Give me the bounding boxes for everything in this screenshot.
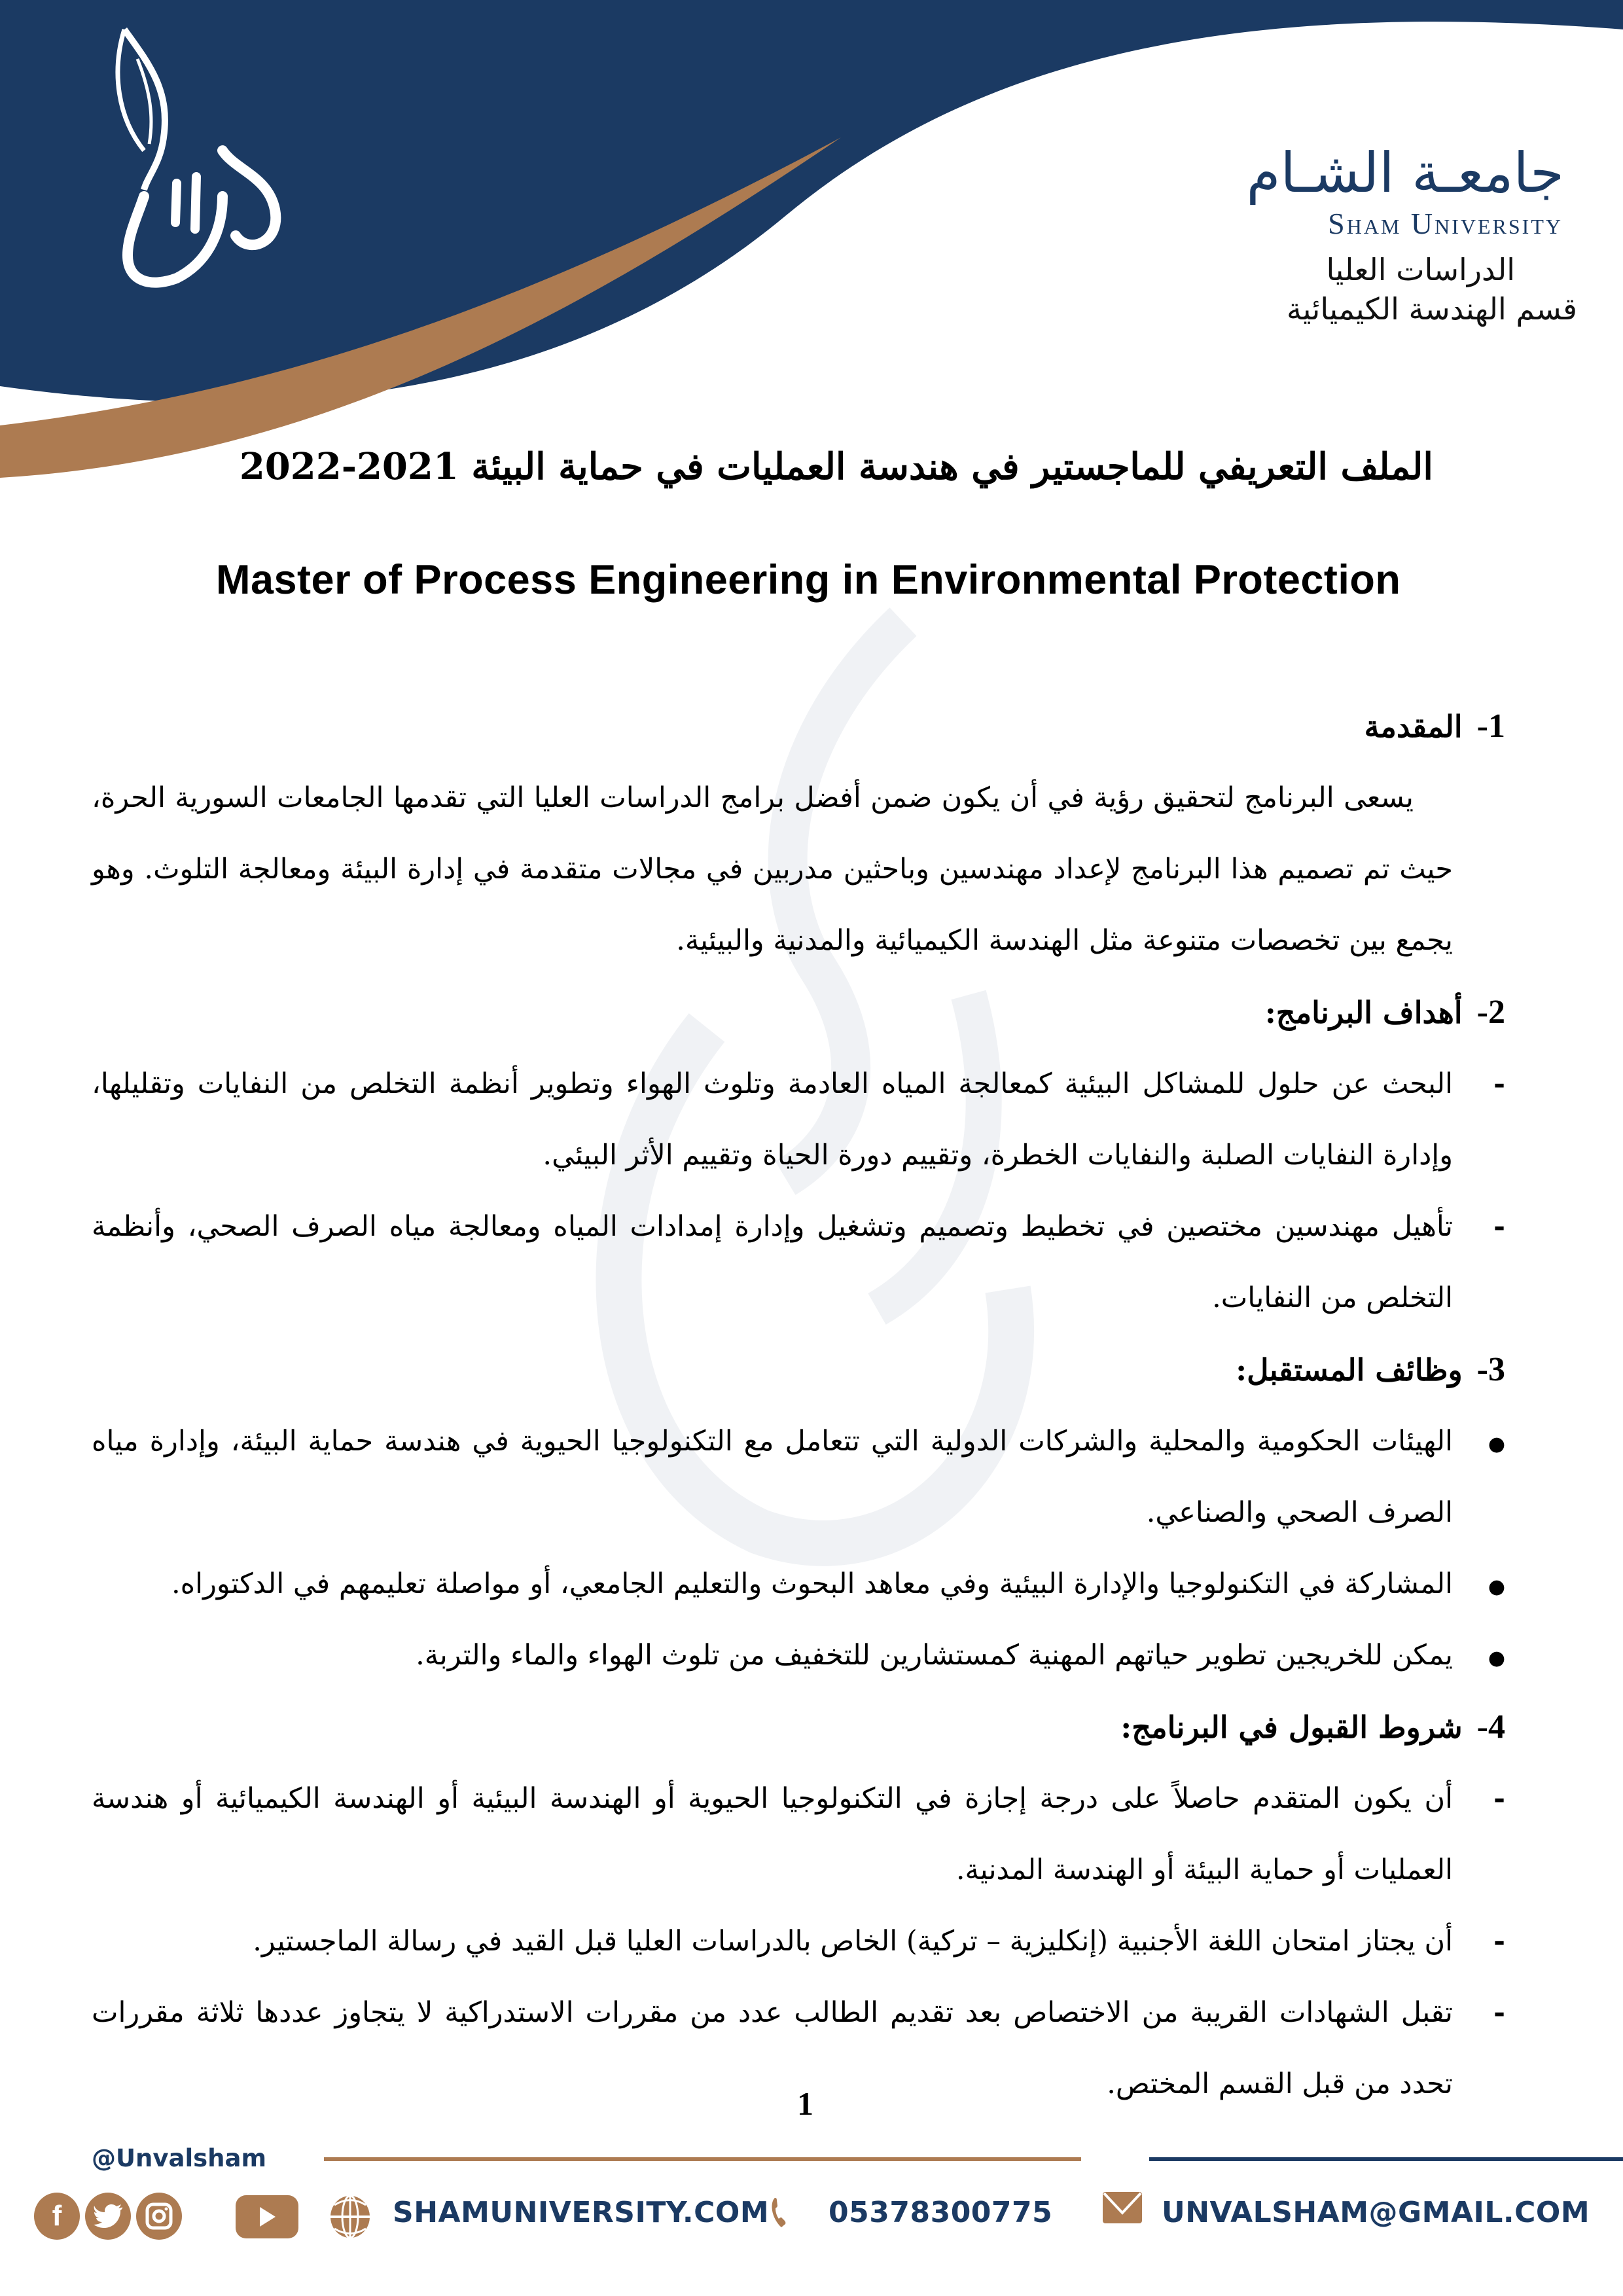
bullet-icon: [1479, 1406, 1505, 1480]
intro-paragraph: [92, 762, 1505, 977]
twitter-bird-icon: [94, 2203, 122, 2229]
section-number: 2-: [1476, 994, 1505, 1031]
footer-divider-gold: [324, 2157, 1081, 2161]
twitter-icon[interactable]: [85, 2193, 131, 2240]
bullet-icon: [1479, 1620, 1505, 1694]
facebook-glyph: f: [52, 2200, 62, 2232]
dash-marker-icon: [1479, 1906, 1505, 1977]
email-address[interactable]: UNVALSHAM@GMAIL.COM: [1162, 2196, 1590, 2229]
email-icon: [1103, 2192, 1142, 2223]
footer-divider-navy: [1149, 2157, 1623, 2161]
list-item-text: المشاركة في التكنولوجيا والإدارة البيئية وفي معاهد البحوث والتعليم الجامعي، أو مواصلة تعليمهم في الدكتوراه.: [171, 1568, 1453, 1600]
paragraph-text: يسعى البرنامج لتحقيق رؤية في أن يكون ضمن أفضل برامج الدراسات العليا التي تقدمها الجامعات السورية الحرة، حيث تم تصميم هذا البرنامج لإعداد مهندسين وباحثين مدربين في مجالات متقدمة في إدارة البيئة ومعالجة التلوث. وهو يجمع بين تخصصات متنوعة مثل الهندسة الكيميائية والمدنية والبيئية.: [92, 781, 1453, 957]
document-title-english: Master of Process Engineering in Environmental Protection: [216, 557, 1401, 603]
list-item: [92, 1549, 1505, 1620]
globe-icon: [329, 2195, 371, 2239]
section-title: أهداف البرنامج:: [1264, 995, 1463, 1030]
list-item-text: أن يكون المتقدم حاصلاً على درجة إجازة في التكنولوجيا الحيوية أو الهندسة البيئية أو الهندسة الكيميائية أو هندسة العمليات أو حماية البيئة أو الهندسة المدنية.: [92, 1782, 1453, 1886]
list-item-text: البحث عن حلول للمشاكل البيئية كمعالجة المياه العادمة وتلوث الهواء وتطوير أنظمة التخلص من النفايات وتقليلها، وإدارة النفايات الصلبة والنفايات الخطرة، وتقييم دورة الحياة وتقييم الأثر البيئي.: [92, 1067, 1453, 1172]
section-heading: [92, 691, 1505, 762]
phone-number[interactable]: 05378300775: [829, 2196, 1053, 2229]
section-title: وظائف المستقبل:: [1236, 1352, 1463, 1388]
section-heading: [92, 977, 1505, 1049]
university-name-arabic: جامعـة الشـام: [1246, 141, 1564, 205]
website-link[interactable]: SHAMUNIVERSITY.COM: [393, 2196, 770, 2229]
facebook-icon[interactable]: [34, 2193, 80, 2240]
social-handle[interactable]: @Unvalsham: [92, 2144, 267, 2172]
section-heading: [92, 1334, 1505, 1406]
list-item-text: أن يجتاز امتحان اللغة الأجنبية (إنكليزية – تركية) الخاص بالدراسات العليا قبل القيد في رسالة الماجستير.: [253, 1925, 1453, 1958]
document-title-arabic: الملف التعريفي للماجستير في هندسة العمليات في حماية البيئة 2021-2022: [239, 445, 1433, 488]
section-heading: [92, 1691, 1505, 1763]
section-number: 3-: [1476, 1351, 1505, 1388]
list-item: [92, 1763, 1505, 1906]
youtube-icon[interactable]: [236, 2195, 298, 2238]
page-number: 1: [797, 2085, 813, 2122]
dash-marker-icon: [1479, 1763, 1505, 1835]
section-future-jobs: [92, 1334, 1505, 1691]
section-introduction: [92, 691, 1505, 977]
section-objectives: [92, 977, 1505, 1334]
dash-marker-icon: [1479, 1191, 1505, 1263]
instagram-camera-icon: [145, 2202, 173, 2231]
department-label: قسم الهندسة الكيميائية: [1286, 291, 1577, 327]
list-item-text: تأهيل مهندسين مختصين في تخطيط وتصميم وتشغيل وإدارة إمدادات المياه ومعالجة مياه الصرف الصحي، وأنظمة التخلص من النفايات.: [92, 1210, 1453, 1314]
section-number: 1-: [1476, 708, 1505, 745]
dash-marker-icon: [1479, 1049, 1505, 1120]
phone-icon: [771, 2197, 788, 2229]
list-item: [92, 1049, 1505, 1191]
graduate-studies-label: الدراسات العليا: [1326, 252, 1515, 287]
section-number: 4-: [1476, 1708, 1505, 1746]
list-item: [92, 1906, 1505, 1977]
list-item-text: يمكن للخريجين تطوير حياتهم المهنية كمستشارين للتخفيف من تلوث الهواء والماء والتربة.: [416, 1639, 1453, 1672]
university-logo-icon: [98, 20, 314, 295]
instagram-icon[interactable]: [136, 2193, 182, 2240]
section-title: المقدمة: [1364, 709, 1463, 744]
list-item-text: تقبل الشهادات القريبة من الاختصاص بعد تقديم الطالب عدد من مقررات الاستدراكية لا يتجاوز عددها ثلاثة مقررات تحدد من قبل القسم المختص.: [92, 1996, 1453, 2100]
list-item: [92, 1191, 1505, 1334]
document-body: [92, 691, 1505, 2120]
dash-marker-icon: [1479, 1977, 1505, 2049]
university-name-english: Sham University: [1328, 207, 1563, 240]
section-admission: [92, 1691, 1505, 2120]
play-icon: [257, 2206, 277, 2228]
list-item-text: الهيئات الحكومية والمحلية والشركات الدولية التي تتعامل مع التكنولوجيا الحيوية في هندسة حماية البيئة، وإدارة مياه الصرف الصحي والصناعي.: [92, 1425, 1453, 1529]
list-item: [92, 1406, 1505, 1549]
section-title: شروط القبول في البرنامج:: [1120, 1710, 1463, 1745]
list-item: [92, 1620, 1505, 1691]
bullet-icon: [1479, 1549, 1505, 1623]
